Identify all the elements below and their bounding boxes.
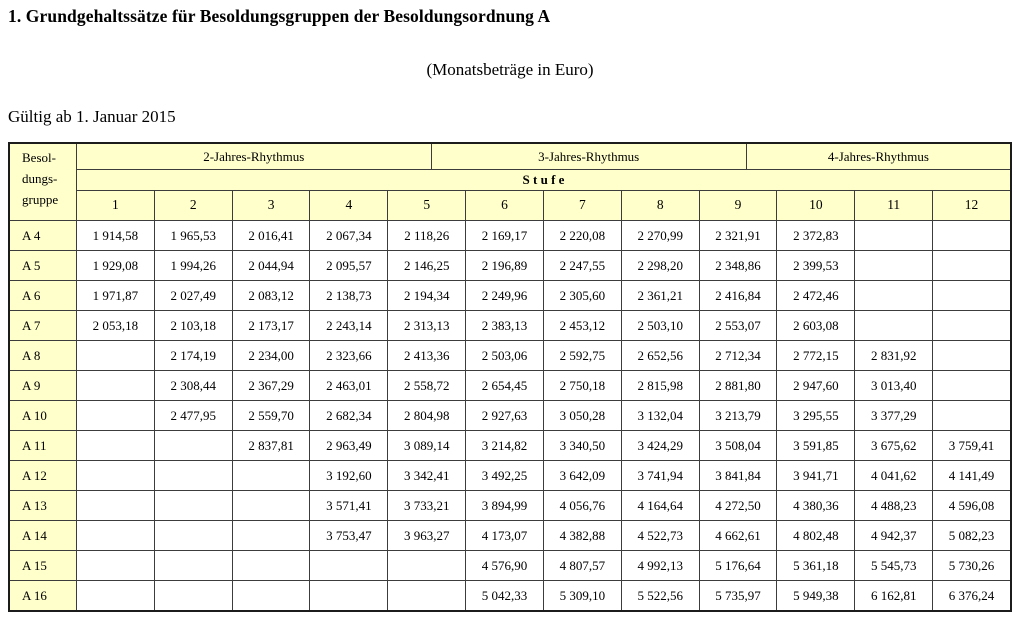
salary-cell: [155, 431, 233, 460]
group-cell: A 6: [10, 281, 77, 310]
valid-from-label: Gültig ab 1. Januar 2015: [8, 107, 176, 126]
salary-cell: [933, 281, 1010, 310]
salary-cell: [77, 551, 155, 580]
salary-cell: 5 042,33: [466, 581, 544, 610]
salary-cell: 3 759,41: [933, 431, 1010, 460]
salary-cell: 4 173,07: [466, 521, 544, 550]
salary-cell: [310, 551, 388, 580]
salary-cell: [77, 371, 155, 400]
salary-cell: 2 083,12: [233, 281, 311, 310]
salary-cell: [855, 221, 933, 250]
salary-cell: [855, 251, 933, 280]
salary-cell: 2 831,92: [855, 341, 933, 370]
salary-cell: 3 340,50: [544, 431, 622, 460]
salary-cell: 2 399,53: [777, 251, 855, 280]
salary-cell: 2 053,18: [77, 311, 155, 340]
salary-cell: 2 173,17: [233, 311, 311, 340]
salary-cell: [77, 581, 155, 610]
salary-cell: [933, 341, 1010, 370]
salary-cell: [233, 581, 311, 610]
stufe-number-cell: 8: [622, 191, 700, 220]
salary-cell: 4 662,61: [700, 521, 778, 550]
salary-cell: 4 596,08: [933, 491, 1010, 520]
salary-cell: 3 132,04: [622, 401, 700, 430]
rhythm-header-2-jahres: 2-Jahres-Rhythmus: [77, 144, 432, 170]
salary-cell: [77, 431, 155, 460]
table-row: [10, 460, 1010, 490]
salary-cell: 2 413,36: [388, 341, 466, 370]
table-row: [10, 490, 1010, 520]
salary-cell: 4 522,73: [622, 521, 700, 550]
group-cell: A 7: [10, 311, 77, 340]
stufe-number-cell: 6: [466, 191, 544, 220]
salary-cell: 5 730,26: [933, 551, 1010, 580]
salary-cell: 2 016,41: [233, 221, 311, 250]
salary-cell: [233, 461, 311, 490]
salary-cell: [855, 281, 933, 310]
group-column-header: [10, 144, 77, 220]
salary-cell: 1 971,87: [77, 281, 155, 310]
salary-cell: 2 503,06: [466, 341, 544, 370]
table-row: [10, 520, 1010, 550]
salary-cell: 4 141,49: [933, 461, 1010, 490]
stufe-label: S t u f e: [77, 170, 1010, 191]
salary-cell: 2 477,95: [155, 401, 233, 430]
salary-cell: 6 376,24: [933, 581, 1010, 610]
salary-cell: 2 348,86: [700, 251, 778, 280]
salary-cell: 1 994,26: [155, 251, 233, 280]
table-row: [10, 310, 1010, 340]
salary-table: [8, 142, 1012, 612]
group-cell: A 10: [10, 401, 77, 430]
subtitle: (Monatsbeträge in Euro): [426, 60, 594, 79]
salary-cell: 3 675,62: [855, 431, 933, 460]
stufe-number-cell: 11: [855, 191, 933, 220]
stufe-number-cell: 7: [544, 191, 622, 220]
group-header-line-3: gruppe: [22, 191, 59, 207]
salary-cell: 2 603,08: [777, 311, 855, 340]
table-row: [10, 340, 1010, 370]
salary-cell: [233, 491, 311, 520]
salary-cell: 4 807,57: [544, 551, 622, 580]
salary-cell: [77, 491, 155, 520]
salary-cell: 4 164,64: [622, 491, 700, 520]
salary-cell: 2 558,72: [388, 371, 466, 400]
salary-cell: 3 508,04: [700, 431, 778, 460]
salary-cell: [233, 551, 311, 580]
salary-cell: 3 642,09: [544, 461, 622, 490]
salary-cell: 2 103,18: [155, 311, 233, 340]
salary-cell: [855, 311, 933, 340]
salary-cell: 4 488,23: [855, 491, 933, 520]
salary-cell: 2 298,20: [622, 251, 700, 280]
salary-cell: 3 591,85: [777, 431, 855, 460]
stufe-number-cell: 12: [933, 191, 1010, 220]
salary-cell: 2 270,99: [622, 221, 700, 250]
salary-cell: 1 929,08: [77, 251, 155, 280]
salary-cell: 2 234,00: [233, 341, 311, 370]
salary-cell: 4 382,88: [544, 521, 622, 550]
salary-cell: 3 894,99: [466, 491, 544, 520]
stufe-number-cell: 1: [77, 191, 155, 220]
salary-cell: 2 367,29: [233, 371, 311, 400]
salary-cell: 2 313,13: [388, 311, 466, 340]
salary-cell: 4 942,37: [855, 521, 933, 550]
salary-cell: 4 380,36: [777, 491, 855, 520]
salary-cell: 2 220,08: [544, 221, 622, 250]
page-title: 1. Grundgehaltssätze für Besoldungsgruppen der Besoldungsordnung A: [8, 6, 551, 26]
salary-cell: [933, 371, 1010, 400]
salary-cell: 3 192,60: [310, 461, 388, 490]
salary-cell: 1 914,58: [77, 221, 155, 250]
salary-cell: 4 041,62: [855, 461, 933, 490]
salary-cell: 2 196,89: [466, 251, 544, 280]
salary-cell: 2 772,15: [777, 341, 855, 370]
salary-cell: 2 169,17: [466, 221, 544, 250]
salary-cell: 3 295,55: [777, 401, 855, 430]
salary-cell: 2 308,44: [155, 371, 233, 400]
salary-cell: 3 050,28: [544, 401, 622, 430]
salary-cell: 2 027,49: [155, 281, 233, 310]
salary-cell: 4 802,48: [777, 521, 855, 550]
salary-cell: 3 941,71: [777, 461, 855, 490]
salary-cell: 2 372,83: [777, 221, 855, 250]
salary-cell: 5 176,64: [700, 551, 778, 580]
salary-cell: 6 162,81: [855, 581, 933, 610]
group-cell: A 12: [10, 461, 77, 490]
salary-cell: 1 965,53: [155, 221, 233, 250]
salary-cell: [933, 401, 1010, 430]
salary-cell: 2 553,07: [700, 311, 778, 340]
rhythm-header-row: [77, 144, 1010, 170]
salary-cell: 2 044,94: [233, 251, 311, 280]
table-row: [10, 370, 1010, 400]
salary-cell: 2 682,34: [310, 401, 388, 430]
group-cell: A 14: [10, 521, 77, 550]
salary-cell: [933, 251, 1010, 280]
salary-cell: 2 138,73: [310, 281, 388, 310]
salary-cell: [155, 461, 233, 490]
salary-cell: 4 272,50: [700, 491, 778, 520]
salary-cell: 3 089,14: [388, 431, 466, 460]
salary-cell: [77, 401, 155, 430]
salary-cell: [388, 551, 466, 580]
salary-cell: 3 213,79: [700, 401, 778, 430]
salary-cell: [77, 521, 155, 550]
salary-cell: 3 342,41: [388, 461, 466, 490]
salary-cell: [155, 551, 233, 580]
salary-cell: 4 056,76: [544, 491, 622, 520]
salary-cell: 2 067,34: [310, 221, 388, 250]
salary-cell: 2 146,25: [388, 251, 466, 280]
salary-cell: 2 963,49: [310, 431, 388, 460]
salary-cell: 2 321,91: [700, 221, 778, 250]
group-cell: A 15: [10, 551, 77, 580]
salary-cell: 3 841,84: [700, 461, 778, 490]
salary-cell: 3 013,40: [855, 371, 933, 400]
table-body: [10, 220, 1010, 610]
salary-cell: 2 323,66: [310, 341, 388, 370]
salary-cell: 2 750,18: [544, 371, 622, 400]
salary-cell: 5 361,18: [777, 551, 855, 580]
salary-cell: 2 194,34: [388, 281, 466, 310]
salary-cell: 3 753,47: [310, 521, 388, 550]
salary-cell: 3 214,82: [466, 431, 544, 460]
salary-cell: 5 545,73: [855, 551, 933, 580]
salary-cell: 5 082,23: [933, 521, 1010, 550]
salary-cell: [77, 341, 155, 370]
rhythm-header-4-jahres: 4-Jahres-Rhythmus: [747, 144, 1010, 170]
salary-cell: 2 247,55: [544, 251, 622, 280]
salary-cell: 2 927,63: [466, 401, 544, 430]
salary-cell: 2 804,98: [388, 401, 466, 430]
salary-cell: 2 712,34: [700, 341, 778, 370]
group-header-line-1: Besol-: [22, 150, 56, 165]
salary-cell: 2 592,75: [544, 341, 622, 370]
salary-cell: 2 243,14: [310, 311, 388, 340]
salary-cell: 2 837,81: [233, 431, 311, 460]
salary-cell: 3 424,29: [622, 431, 700, 460]
salary-cell: [77, 461, 155, 490]
salary-cell: 3 733,21: [388, 491, 466, 520]
salary-cell: 2 652,56: [622, 341, 700, 370]
stufe-number-cell: 9: [700, 191, 778, 220]
salary-cell: 2 559,70: [233, 401, 311, 430]
table-row: [10, 430, 1010, 460]
salary-cell: 2 383,13: [466, 311, 544, 340]
salary-cell: [233, 521, 311, 550]
salary-cell: 2 815,98: [622, 371, 700, 400]
salary-cell: 2 305,60: [544, 281, 622, 310]
salary-cell: [155, 491, 233, 520]
salary-cell: 2 472,46: [777, 281, 855, 310]
table-row: [10, 580, 1010, 610]
salary-cell: [155, 581, 233, 610]
group-cell: A 5: [10, 251, 77, 280]
stufe-number-cell: 10: [777, 191, 855, 220]
group-cell: A 4: [10, 221, 77, 250]
salary-cell: 2 654,45: [466, 371, 544, 400]
salary-cell: 2 249,96: [466, 281, 544, 310]
stufe-number-cell: 2: [155, 191, 233, 220]
salary-cell: [933, 221, 1010, 250]
salary-cell: [155, 521, 233, 550]
salary-cell: 2 503,10: [622, 311, 700, 340]
group-cell: A 13: [10, 491, 77, 520]
stufe-number-cell: 5: [388, 191, 466, 220]
group-cell: A 11: [10, 431, 77, 460]
table-row: [10, 220, 1010, 250]
table-header: [10, 144, 1010, 220]
table-row: [10, 280, 1010, 310]
salary-cell: 2 174,19: [155, 341, 233, 370]
salary-cell: 4 576,90: [466, 551, 544, 580]
salary-cell: 2 361,21: [622, 281, 700, 310]
salary-cell: [933, 311, 1010, 340]
salary-cell: 3 492,25: [466, 461, 544, 490]
salary-cell: 2 881,80: [700, 371, 778, 400]
salary-cell: 2 416,84: [700, 281, 778, 310]
salary-cell: 3 571,41: [310, 491, 388, 520]
salary-cell: 2 947,60: [777, 371, 855, 400]
stufe-number-cell: 3: [233, 191, 311, 220]
salary-cell: 3 741,94: [622, 461, 700, 490]
rhythm-header-3-jahres: 3-Jahres-Rhythmus: [432, 144, 747, 170]
stufe-numbers-row: [77, 191, 1010, 220]
table-row: [10, 400, 1010, 430]
group-cell: A 8: [10, 341, 77, 370]
salary-cell: 2 463,01: [310, 371, 388, 400]
salary-cell: [310, 581, 388, 610]
salary-cell: 5 949,38: [777, 581, 855, 610]
header-right-block: [77, 144, 1010, 220]
group-cell: A 9: [10, 371, 77, 400]
salary-cell: 3 963,27: [388, 521, 466, 550]
stufe-number-cell: 4: [310, 191, 388, 220]
table-row: [10, 250, 1010, 280]
group-header-line-2: dungs-: [22, 170, 58, 186]
salary-cell: 2 118,26: [388, 221, 466, 250]
salary-cell: [388, 581, 466, 610]
salary-cell: 5 522,56: [622, 581, 700, 610]
salary-cell: 3 377,29: [855, 401, 933, 430]
salary-cell: 5 309,10: [544, 581, 622, 610]
salary-cell: 2 453,12: [544, 311, 622, 340]
salary-cell: 2 095,57: [310, 251, 388, 280]
group-cell: A 16: [10, 581, 77, 610]
salary-cell: 4 992,13: [622, 551, 700, 580]
salary-cell: 5 735,97: [700, 581, 778, 610]
table-row: [10, 550, 1010, 580]
